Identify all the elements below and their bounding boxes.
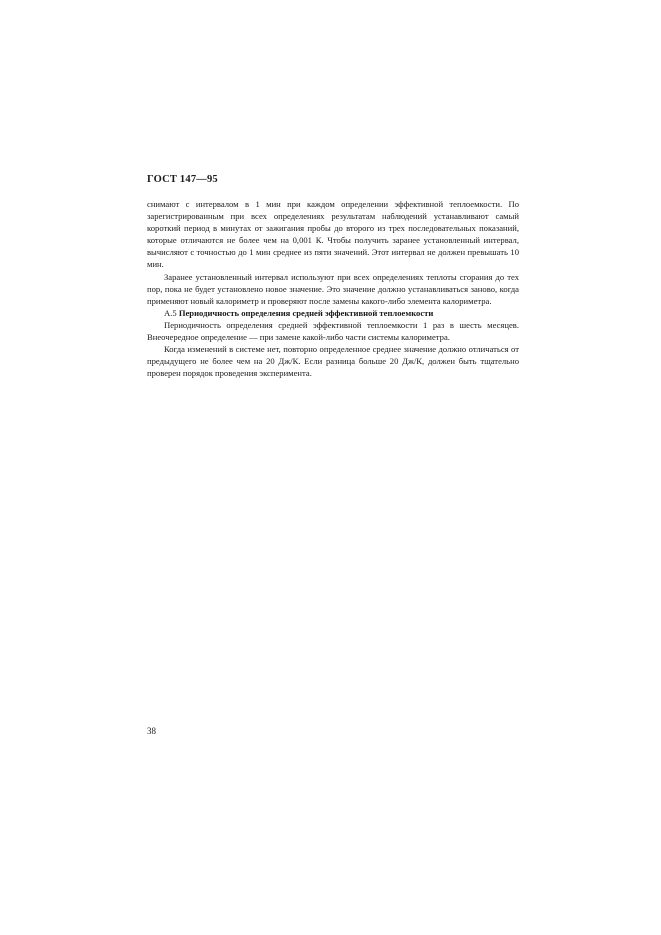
paragraph: снимают с интервалом в 1 мин при каждом определении эффективной теплоемкости. По зарегистрированным при всех определениях результатам наблюдений устанавливают самый короткий период в минутах от зажигания пробы до второго из трех последовательных показаний, которые отличаются не более чем на 0,001 К. Чтобы получить заранее установленный интервал, вычисляют с точностью до 1 мин среднее из пяти значений. Этот интервал не должен превышать 10 мин.: [147, 199, 519, 270]
section-heading: [147, 307, 519, 319]
page-number: 38: [147, 726, 156, 736]
document-header: ГОСТ 147—95: [147, 174, 218, 185]
paragraph: Когда изменений в системе нет, повторно определенное среднее значение должно отличаться от предыдущего не более чем на 20 Дж/К. Если разница больше 20 Дж/К, должен быть тщательно проверен порядок проведения эксперимента.: [147, 344, 519, 379]
paragraph: Периодичность определения средней эффективной теплоемкости 1 раз в шесть месяцев. Внеочередное определение — при замене какой-либо части системы калориметра.: [147, 319, 519, 343]
section-number: А.5: [164, 307, 177, 318]
section-title: Периодичность определения средней эффективной теплоемкости: [178, 307, 434, 318]
body-text: [147, 198, 519, 379]
paragraph: Заранее установленный интервал используют при всех определениях теплоты сгорания до тех пор, пока не будет установлено новое значение. Это значение должно устанавливаться заново, когда применяют новый калориметр и проверяют после замены какого-либо элемента калориметра.: [147, 271, 519, 306]
